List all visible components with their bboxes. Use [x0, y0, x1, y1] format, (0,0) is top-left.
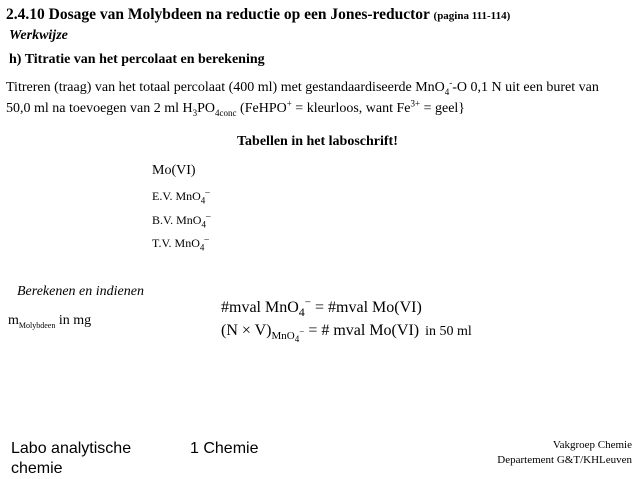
subscript: Molybdeen: [18, 320, 56, 330]
label-ev: [152, 189, 210, 204]
superscript: −: [304, 296, 311, 309]
text-run: Titreren (traag) van het totaal percolaat (400 ml) met gestandaardiseerde MnO: [6, 80, 445, 95]
footer-right-line-2: Departement G&T/KHLeuven: [497, 454, 632, 466]
superscript: +: [286, 98, 292, 109]
subscript: [271, 326, 305, 345]
text-run: #mval MnO: [221, 299, 299, 316]
text-run: in mg: [55, 313, 92, 328]
label-tv: [152, 236, 209, 251]
subheading: h) Titratie van het percolaat en berekening: [9, 52, 265, 67]
label-mo-vi: Mo(VI): [152, 163, 196, 178]
superscript: –: [204, 234, 209, 244]
text-run: -O 0,1 N uit een buret van: [452, 80, 599, 95]
page-title: [6, 6, 510, 24]
text-run: m: [8, 313, 19, 328]
superscript: −: [299, 326, 305, 337]
subscript: 4: [200, 195, 206, 206]
text-run: T.V. MnO: [152, 236, 200, 250]
text-run: = #mval Mo(VI): [311, 299, 422, 316]
text-run: = # mval Mo(VI): [304, 322, 420, 339]
superscript: –: [205, 187, 210, 197]
section-label: Werkwijze: [9, 28, 68, 43]
label-bv: [152, 213, 210, 228]
subscript: 4: [444, 86, 450, 97]
superscript: 3+: [410, 98, 421, 109]
footer-right: [497, 438, 632, 468]
page-reference: (pagina 111-114): [433, 10, 511, 22]
superscript: –: [205, 211, 211, 221]
equation-2: [221, 322, 472, 345]
note: in 50 ml: [425, 324, 472, 339]
title-text: 2.4.10 Dosage van Molybdeen na reductie op een Jones-reductor: [6, 6, 430, 23]
subscript: 3: [192, 107, 198, 118]
subscript: 4conc: [215, 107, 237, 118]
text-run: = geel}: [420, 101, 466, 116]
text-run: (FeHPO: [236, 101, 287, 116]
text-run: 50,0 ml na toevoegen van 2 ml H: [6, 101, 193, 116]
tables-note: Tabellen in het laboschrift!: [237, 134, 398, 149]
text-run: B.V. MnO: [152, 213, 202, 227]
text-run: PO: [197, 101, 216, 116]
footer-right-line-1: Vakgroep Chemie: [552, 439, 632, 451]
superscript: -: [449, 77, 453, 88]
equation-1: [221, 296, 422, 320]
text-run: (N × V): [221, 322, 272, 339]
footer-left: Labo analytische chemie: [11, 440, 132, 477]
text-run: MnO: [271, 330, 295, 343]
mass-label: [8, 313, 91, 329]
paragraph-line-2: [6, 98, 466, 118]
subscript: 4: [298, 305, 305, 320]
subscript: 4: [199, 242, 205, 253]
paragraph-line-1: [6, 77, 599, 97]
text-run: E.V. MnO: [152, 189, 201, 203]
subscript: 4: [201, 219, 206, 230]
footer-center: 1 Chemie: [190, 440, 259, 457]
text-run: = kleurloos, want Fe: [291, 101, 411, 116]
calc-heading: Berekenen en indienen: [17, 284, 144, 299]
subscript: 4: [294, 334, 300, 345]
